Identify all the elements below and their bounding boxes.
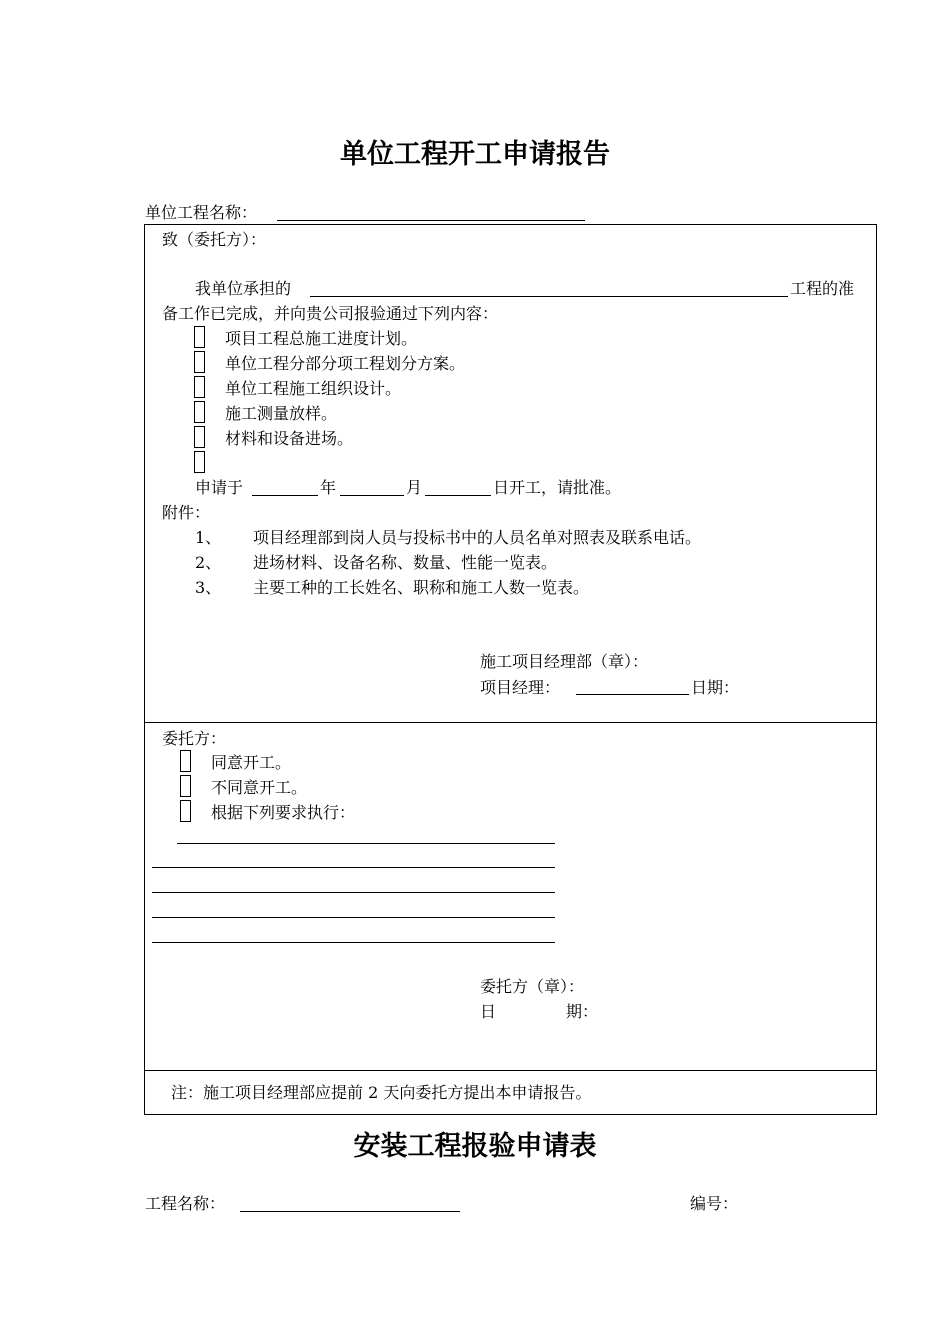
checkbox[interactable] — [194, 401, 205, 423]
checkbox[interactable] — [194, 376, 205, 398]
requirement-line[interactable] — [152, 942, 555, 943]
report-title: 单位工程开工申请报告 — [340, 139, 610, 170]
unit-name-field[interactable] — [277, 220, 585, 221]
project-name-field[interactable] — [310, 296, 788, 297]
client-label: 委托方： — [162, 729, 227, 748]
attachment-item: 进场材料、设备名称、数量、性能一览表。 — [253, 553, 558, 572]
date-label: 日期： — [691, 678, 740, 697]
project-name-label: 工程名称： — [145, 1194, 226, 1213]
dept-seal-label: 施工项目经理部（章）： — [480, 652, 649, 671]
checkbox[interactable] — [194, 426, 205, 448]
year-label: 年 — [320, 478, 337, 497]
section-divider — [144, 722, 877, 723]
line1-prefix: 我单位承担的 — [195, 279, 292, 298]
checklist-item: 单位工程施工组织设计。 — [225, 379, 402, 398]
project-name-field[interactable] — [240, 1211, 460, 1212]
note-text: 注：施工项目经理部应提前 2 天向委托方提出本申请报告。 — [171, 1083, 592, 1102]
pm-label: 项目经理： — [480, 678, 561, 697]
attachment-number: 1、 — [195, 528, 222, 547]
checklist-item: 施工测量放样。 — [225, 404, 338, 423]
attachment-number: 2、 — [195, 553, 222, 572]
checkbox[interactable] — [180, 775, 191, 797]
client-date-label: 期： — [566, 1002, 599, 1021]
note-divider — [144, 1070, 877, 1071]
month-label: 月 — [406, 478, 423, 497]
apply-prefix: 申请于 — [195, 478, 244, 497]
requirement-line[interactable] — [152, 917, 555, 918]
attachment-number: 3、 — [195, 578, 222, 597]
to-client-label: 致（委托方）： — [162, 230, 267, 249]
client-date-label: 日 — [480, 1002, 497, 1021]
number-label: 编号： — [690, 1194, 739, 1213]
pm-field[interactable] — [576, 694, 689, 695]
inspection-form-title: 安装工程报验申请表 — [353, 1131, 597, 1162]
client-option: 根据下列要求执行： — [211, 803, 356, 822]
line2-text: 备工作已完成，并向贵公司报验通过下列内容： — [162, 304, 499, 323]
checklist-item: 项目工程总施工进度计划。 — [225, 329, 418, 348]
month-field[interactable] — [340, 495, 404, 496]
line1-suffix: 工程的准 — [790, 279, 855, 298]
client-seal-label: 委托方（章）： — [480, 977, 585, 996]
checkbox[interactable] — [180, 800, 191, 822]
attachments-label: 附件： — [162, 503, 211, 522]
client-option: 同意开工。 — [211, 753, 292, 772]
requirement-line[interactable] — [152, 867, 555, 868]
day-field[interactable] — [425, 495, 491, 496]
requirement-line[interactable] — [152, 892, 555, 893]
day-suffix: 日开工，请批准。 — [493, 478, 622, 497]
checklist-item: 材料和设备进场。 — [225, 429, 354, 448]
attachment-item: 主要工种的工长姓名、职称和施工人数一览表。 — [253, 578, 590, 597]
checkbox[interactable] — [180, 750, 191, 772]
year-field[interactable] — [252, 495, 318, 496]
checkbox[interactable] — [194, 451, 205, 473]
unit-name-label: 单位工程名称： — [145, 203, 258, 222]
checkbox[interactable] — [194, 351, 205, 373]
checkbox[interactable] — [194, 326, 205, 348]
requirement-line[interactable] — [177, 843, 555, 844]
checklist-item: 单位工程分部分项工程划分方案。 — [225, 354, 466, 373]
attachment-item: 项目经理部到岗人员与投标书中的人员名单对照表及联系电话。 — [253, 528, 702, 547]
client-option: 不同意开工。 — [211, 778, 308, 797]
